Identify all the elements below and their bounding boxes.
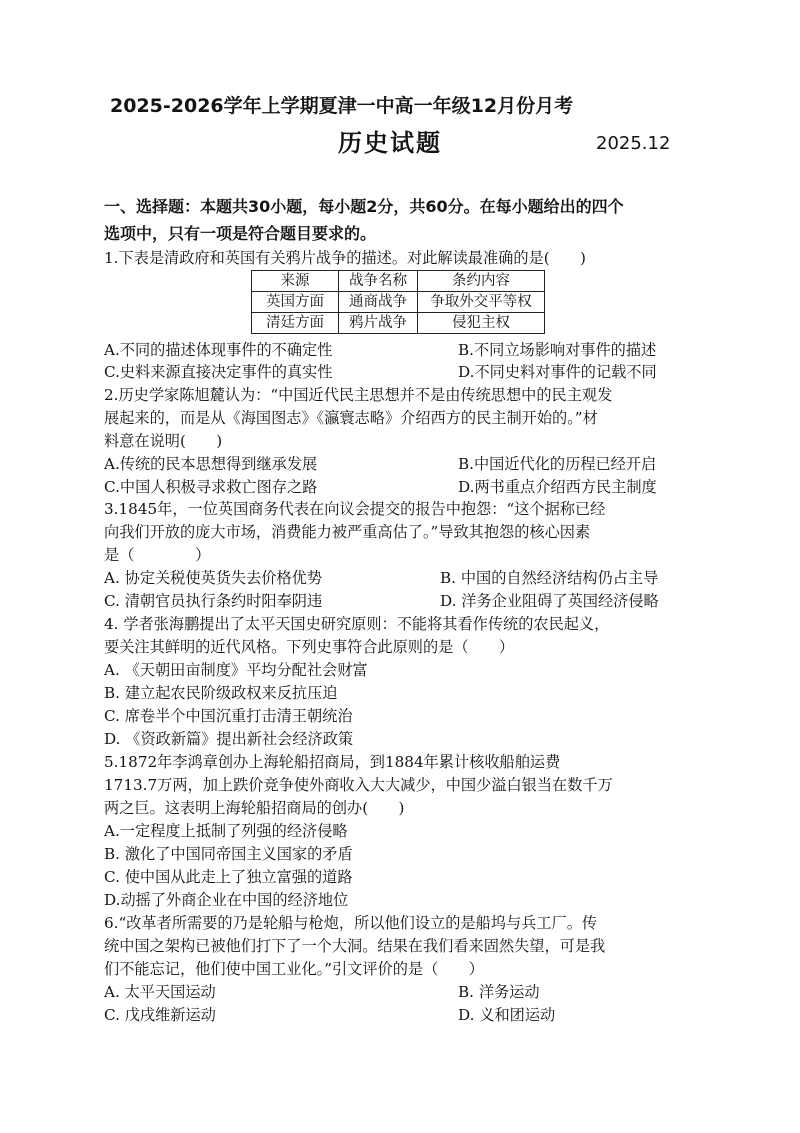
q6-option-b: B. 洋务运动: [458, 983, 540, 1001]
table-cell: 英国方面: [252, 292, 339, 313]
q5-option-b: B. 激化了中国同帝国主义国家的矛盾: [104, 845, 353, 863]
q2-option-c: C.中国人积极寻求救亡图存之路: [104, 478, 318, 496]
q1-option-c: C.史料来源直接决定事件的真实性: [104, 363, 333, 381]
table-header-cell: 条约内容: [418, 271, 545, 292]
q3-stem-line-2: 向我们开放的庞大市场，消费能力被严重高估了。”导致其抱怨的核心因素: [104, 523, 591, 541]
q3-option-c: C. 清朝官员执行条约时阳奉阴违: [104, 592, 323, 610]
q1-option-a: A.不同的描述体现事件的不确定性: [104, 341, 333, 359]
table-header-row: [252, 271, 545, 292]
q6-stem-line-1: 6.“改革者所需要的乃是轮船与枪炮，所以他们设立的是船坞与兵工厂。传: [104, 914, 598, 932]
table-cell: 鸦片战争: [339, 313, 418, 334]
q3-stem-line-3: 是（ ）: [104, 546, 211, 564]
section-heading-line-1: 一、选择题：本题共30小题，每小题2分，共60分。在每小题给出的四个: [104, 197, 624, 216]
q1-option-b: B.不同立场影响对事件的描述: [458, 341, 657, 359]
q4-stem-line-2: 要关注其鲜明的近代风格。下列史事符合此原则的是（ ）: [104, 638, 515, 656]
q6-option-c: C. 戊戌维新运动: [104, 1006, 216, 1024]
q3-option-d: D. 洋务企业阻碍了英国经济侵略: [440, 592, 659, 610]
q5-option-a: A.一定程度上抵制了列强的经济侵略: [104, 822, 348, 840]
q3-stem-line-1: 3.1845年，一位英国商务代表在向议会提交的报告中抱怨：“这个据称已经: [104, 500, 606, 518]
q6-stem-line-2: 统中国之架构已被他们打下了一个大洞。结果在我们看来固然失望，可是我: [104, 937, 606, 955]
q4-option-c: C. 席卷半个中国沉重打击清王朝统治: [104, 707, 353, 725]
table-cell: 侵犯主权: [418, 313, 545, 334]
q2-stem-line-1: 2.历史学家陈旭麓认为：“中国近代民主思想并不是由传统思想中的民主观发: [104, 386, 613, 404]
q3-option-b: B. 中国的自然经济结构仍占主导: [440, 569, 659, 587]
table-row: [252, 292, 545, 313]
subject-title: 历史试题: [338, 128, 442, 157]
q5-option-c: C. 使中国从此走上了独立富强的道路: [104, 868, 353, 886]
q4-option-d: D. 《资政新篇》提出新社会经济政策: [104, 730, 354, 748]
table-header-cell: 战争名称: [339, 271, 418, 292]
exam-date: 2025.12: [596, 133, 671, 154]
table-cell: 争取外交平等权: [418, 292, 545, 313]
table-cell: 通商战争: [339, 292, 418, 313]
q1-stem: 1.下表是清政府和英国有关鸦片战争的描述。对此解读最准确的是( ): [104, 249, 586, 267]
q2-option-d: D.两书重点介绍西方民主制度: [458, 478, 657, 496]
q3-option-a: A. 协定关税使英货失去价格优势: [104, 569, 323, 587]
section-heading-line-2: 选项中，只有一项是符合题目要求的。: [104, 224, 377, 243]
q2-stem-line-2: 展起来的，而是从《海国图志》《瀛寰志略》介绍西方的民主制开始的。”材: [104, 409, 598, 427]
table-cell: 清廷方面: [252, 313, 339, 334]
q1-option-d: D.不同史料对事件的记载不同: [458, 363, 657, 381]
q4-option-b: B. 建立起农民阶级政权来反抗压迫: [104, 684, 338, 702]
q2-option-b: B.中国近代化的历程已经开启: [458, 455, 657, 473]
table-row: [252, 313, 545, 334]
table-header-cell: 来源: [252, 271, 339, 292]
q6-option-d: D. 义和团运动: [458, 1006, 556, 1024]
q4-stem-line-1: 4. 学者张海鹏提出了太平天国史研究原则：不能将其看作传统的农民起义，: [104, 615, 610, 633]
q2-stem-line-3: 料意在说明( ): [104, 432, 223, 450]
q5-stem-line-1: 5.1872年李鸿章创办上海轮船招商局，到1884年累计核收船舶运费: [104, 753, 561, 771]
q4-option-a: A. 《天朝田亩制度》平均分配社会财富: [104, 661, 368, 679]
q2-option-a: A.传统的民本思想得到继承发展: [104, 455, 318, 473]
q6-option-a: A. 太平天国运动: [104, 983, 216, 1001]
q1-source-table: [251, 270, 545, 334]
q5-option-d: D.动摇了外商企业在中国的经济地位: [104, 891, 349, 909]
q5-stem-line-2: 1713.7万两，加上跌价竞争使外商收入大大减少，中国少溢白银当在数千万: [104, 776, 613, 794]
exam-title: 2025-2026学年上学期夏津一中高一年级12月份月考: [110, 95, 574, 117]
q5-stem-line-3: 两之巨。这表明上海轮船招商局的创办( ): [104, 799, 405, 817]
q6-stem-line-3: 们不能忘记，他们使中国工业化。”引文评价的是（ ）: [104, 960, 484, 978]
